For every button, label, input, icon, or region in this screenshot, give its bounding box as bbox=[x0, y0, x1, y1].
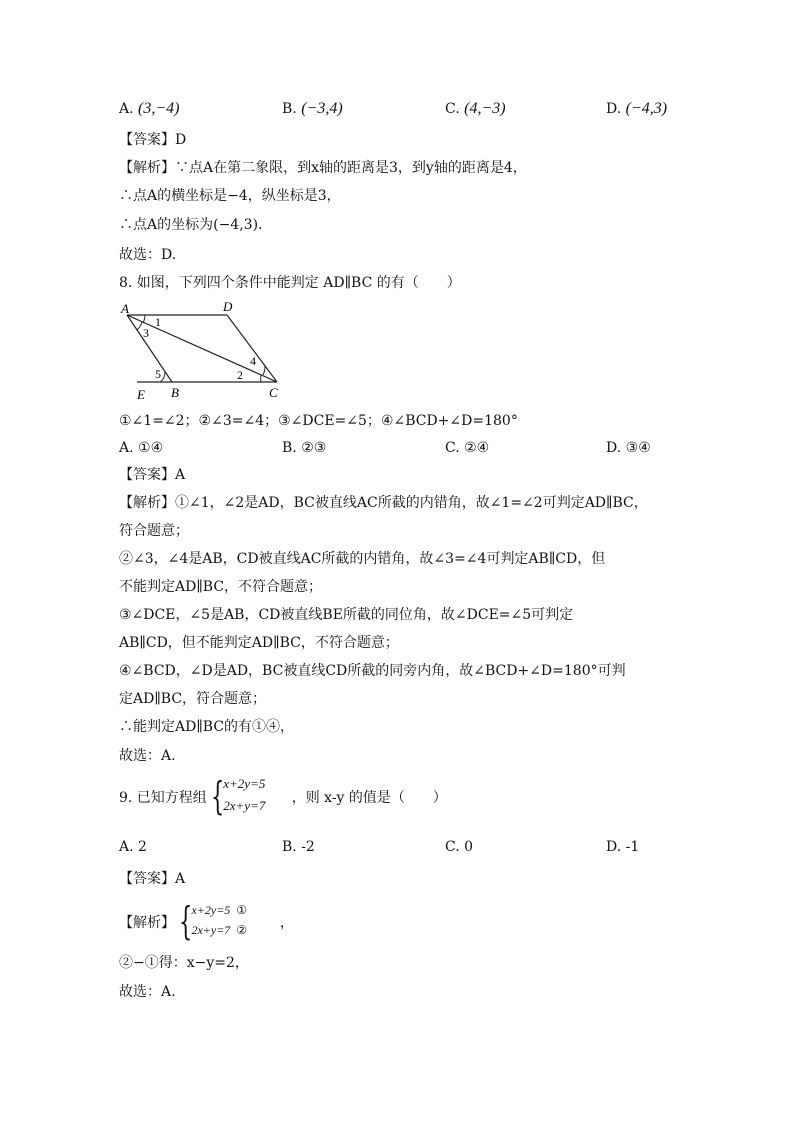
q8-answer: 【答案】A bbox=[119, 467, 186, 483]
angle-label-3: 3 bbox=[143, 326, 149, 340]
q8-analysis-line-6: AB∥CD，但不能判定AD∥BC，不符合题意； bbox=[119, 635, 399, 651]
q9-analysis-system: { x+2y=5 ① 2x+y=7 ② bbox=[179, 899, 248, 943]
q8-option-c: C. ②④ bbox=[445, 440, 490, 456]
q8-analysis-line-2: 符合题意； bbox=[119, 523, 189, 539]
q8-option-d: D. ③④ bbox=[606, 440, 651, 456]
angle-label-2: 2 bbox=[237, 368, 243, 382]
q8-analysis-line-3: ②∠3，∠4是AB，CD被直线AC所截的内错角，故∠3=∠4可判定AB∥CD，但 bbox=[119, 551, 606, 567]
point-label-b: B bbox=[171, 385, 179, 400]
q7-option-c: C. (4,−3) bbox=[445, 100, 506, 117]
q9-equation-system: { x+2y=5 2x+y=7 bbox=[211, 774, 266, 818]
angle-label-1: 1 bbox=[155, 315, 161, 329]
q7-analysis-line-3: ∴点A的坐标为(−4,3). bbox=[119, 217, 263, 233]
q9-analysis-prefix: 【解析】 bbox=[119, 915, 175, 931]
q7-options bbox=[119, 99, 679, 119]
segment-dc bbox=[227, 315, 277, 382]
q7-analysis-line-2: ∴点A的横坐标是−4，纵坐标是3， bbox=[119, 188, 341, 204]
q7-answer: 【答案】D bbox=[119, 132, 187, 148]
q7-option-a: A. (3,−4) bbox=[119, 100, 180, 117]
point-label-c: C bbox=[269, 385, 278, 400]
q9-option-a: A. 2 bbox=[119, 839, 147, 855]
q7-option-b: B. (−3,4) bbox=[282, 100, 343, 117]
angle-label-5: 5 bbox=[155, 367, 161, 381]
q9-analysis-suffix: ， bbox=[279, 915, 294, 931]
q8-conclusion: 故选：A. bbox=[119, 748, 176, 764]
q9-option-b: B. -2 bbox=[282, 839, 315, 855]
q8-analysis-line-7: ④∠BCD，∠D是AD，BC被直线CD所截的同旁内角，故∠BCD+∠D=180°可判 bbox=[119, 663, 626, 679]
q9-conclusion: 故选：A. bbox=[119, 984, 176, 1000]
q8-stem: 8. 如图，下列四个条件中能判定 AD∥BC 的有（ ） bbox=[119, 275, 461, 291]
q9-options bbox=[119, 837, 679, 857]
point-label-e: E bbox=[137, 387, 145, 402]
angle-label-4: 4 bbox=[250, 354, 256, 368]
point-label-d: D bbox=[223, 299, 233, 314]
q9-answer: 【答案】A bbox=[119, 871, 186, 887]
q9-analysis-eq-2: 2x+y=7 ② bbox=[191, 923, 248, 937]
q8-analysis-line-9: ∴能判定AD∥BC的有①④， bbox=[119, 719, 295, 735]
q8-geometry-figure bbox=[115, 297, 295, 407]
q7-option-d: D. (−4,3) bbox=[606, 100, 668, 117]
q8-analysis-line-4: 不能判定AD∥BC，不符合题意； bbox=[119, 579, 323, 595]
q8-conditions: ①∠1=∠2；②∠3=∠4；③∠DCE=∠5；④∠BCD+∠D=180° bbox=[119, 413, 518, 429]
q8-analysis-line-5: ③∠DCE，∠5是AB，CD被直线BE所截的同位角，故∠DCE=∠5可判定 bbox=[119, 607, 574, 623]
q9-equation-2: 2x+y=7 bbox=[223, 798, 266, 813]
q9-option-c: C. 0 bbox=[445, 839, 474, 855]
point-label-a: A bbox=[121, 301, 129, 316]
q8-options bbox=[119, 438, 679, 458]
q8-analysis-line-1: 【解析】①∠1，∠2是AD，BC被直线AC所截的内错角，故∠1=∠2可判定AD∥BC， bbox=[119, 495, 648, 511]
q9-equation-1: x+2y=5 bbox=[223, 776, 266, 791]
q7-conclusion: 故选：D. bbox=[119, 247, 177, 263]
q9-analysis bbox=[119, 899, 294, 943]
q8-option-a: A. ①④ bbox=[119, 440, 164, 456]
q8-option-b: B. ②③ bbox=[282, 440, 327, 456]
q9-stem-prefix: 9. 已知方程组 bbox=[119, 790, 207, 806]
q7-analysis-line-1: 【解析】∵点A在第二象限，到x轴的距离是3，到y轴的距离是4， bbox=[119, 160, 527, 176]
q8-analysis-line-8: 定AD∥BC，符合题意； bbox=[119, 691, 267, 707]
q9-option-d: D. -1 bbox=[606, 839, 640, 855]
q9-stem bbox=[119, 774, 447, 818]
q9-stem-suffix: ，则 x-y 的值是（ ） bbox=[291, 790, 447, 806]
q9-step: ②−①得：x−y=2， bbox=[119, 955, 249, 971]
q9-analysis-eq-1: x+2y=5 ① bbox=[191, 903, 248, 917]
